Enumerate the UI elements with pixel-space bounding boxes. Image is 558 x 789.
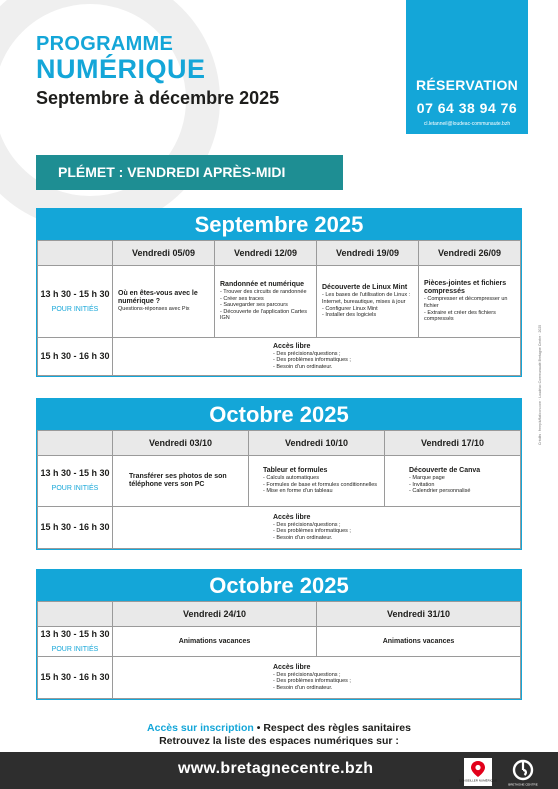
activity-detail: - Créer ses traces	[220, 295, 264, 302]
activity-detail: - Installer des logiciels	[322, 312, 377, 319]
open-access-title: Accès libre	[273, 342, 311, 350]
month-block-september	[36, 208, 522, 377]
reservation-phone[interactable]: 07 64 38 94 76	[416, 100, 518, 116]
activity-detail: - Compresser et décompresser un fichier	[424, 296, 508, 309]
time-slot-1	[38, 456, 113, 507]
reservation-title: RÉSERVATION	[415, 77, 519, 93]
program-title-line1: PROGRAMME	[36, 33, 174, 55]
activity-cell	[249, 456, 385, 507]
activity-detail: - Formules de base et formules conditionnelles	[263, 481, 378, 488]
month-title: Septembre 2025	[37, 209, 521, 240]
day-header: Vendredi 17/10	[385, 431, 521, 456]
open-access-title: Accès libre	[273, 513, 311, 521]
activity-detail: Internet, bureautique, mises à jour	[322, 298, 406, 305]
activity-detail: - Trouver des circuits de randonnée	[220, 289, 307, 296]
activity-title: Où en êtes-vous avec le numérique ?	[118, 290, 198, 306]
level-note: POUR INITIÉS	[51, 305, 99, 313]
day-header: Vendredi 31/10	[317, 602, 521, 627]
table-corner-cell	[38, 241, 113, 266]
day-header: Vendredi 24/10	[113, 602, 317, 627]
footer-line2: Retrouvez la liste des espaces numériques sur :	[159, 735, 399, 747]
logo-caption: BRETAGNE CENTRE	[508, 782, 538, 787]
activity-detail: - Sauvegarder ses parcours	[220, 302, 288, 309]
activity-cell	[419, 266, 521, 338]
program-title-line2: NUMÉRIQUE	[36, 54, 206, 84]
open-access-cell	[113, 507, 521, 549]
open-access-item: - Besoin d'un ordinateur.	[273, 684, 333, 691]
open-access-title: Accès libre	[273, 663, 311, 671]
activity-cell	[385, 456, 521, 507]
time-slot-1	[38, 627, 113, 657]
activity-cell: Animations vacances	[113, 627, 317, 657]
activity-cell: Animations vacances	[317, 627, 521, 657]
side-credit: Crédits : freepik/flaticon.com · Loudéac Communauté Bretagne Centre · 2025	[538, 324, 542, 445]
activity-title: Randonnée et numérique	[220, 281, 305, 289]
open-access-item: - Des problèmes informatiques ;	[273, 678, 351, 685]
table-corner-cell	[38, 431, 113, 456]
website-link[interactable]: www.bretagnecentre.bzh	[178, 760, 374, 777]
activity-detail: - Calendrier personnalisé	[409, 488, 471, 495]
activity-detail: - Découverte de l'application Cartes IGN	[220, 308, 307, 322]
schedule-table	[37, 430, 521, 549]
day-header: Vendredi 03/10	[113, 431, 249, 456]
level-note: POUR INITIÉS	[51, 485, 99, 492]
time-slot-label: 13 h 30 - 15 h 30	[40, 468, 110, 478]
month-block-october-1	[36, 398, 522, 550]
sanitary-rules: • Respect des règles sanitaires	[253, 722, 411, 734]
activity-cell	[215, 266, 317, 338]
schedule-table	[37, 601, 521, 699]
location-banner: PLÉMET : VENDREDI APRÈS-MIDI	[36, 155, 343, 190]
month-block-october-2	[36, 569, 522, 700]
day-header: Vendredi 10/10	[249, 431, 385, 456]
day-header: Vendredi 26/09	[419, 241, 521, 266]
time-slot-2: 15 h 30 - 16 h 30	[38, 338, 113, 376]
time-slot-2: 15 h 30 - 16 h 30	[38, 507, 113, 549]
activity-detail: - Extraire et créer des fichiers compressés	[424, 309, 496, 323]
activity-detail: - Invitation	[409, 481, 435, 488]
open-access-item: - Des précisions/questions ;	[273, 350, 341, 357]
open-access-item: - Besoin d'un ordinateur.	[273, 534, 333, 541]
day-header: Vendredi 12/09	[215, 241, 317, 266]
program-period: Septembre à décembre 2025	[36, 88, 280, 108]
activity-title: Découverte de Linux Mint	[322, 284, 408, 292]
activity-title: Découverte de Canva	[409, 467, 481, 475]
reservation-email[interactable]: cl.letanneil@loudeac-communaute.bzh	[423, 121, 511, 127]
activity-cell	[113, 456, 249, 507]
activity-detail: - Calculs automatiques	[263, 475, 319, 482]
time-slot-label: 13 h 30 - 15 h 30	[40, 628, 110, 639]
program-header	[36, 34, 279, 110]
open-access-item: - Des précisions/questions ;	[273, 671, 341, 678]
table-corner-cell	[38, 602, 113, 627]
conseiller-numerique-logo	[458, 758, 498, 786]
activity-detail: Questions-réponses avec Pix	[118, 306, 190, 313]
month-title: Octobre 2025	[37, 570, 521, 601]
month-title: Octobre 2025	[37, 399, 521, 430]
schedule-table	[37, 240, 521, 376]
time-slot-label: 13 h 30 - 15 h 30	[40, 288, 110, 299]
activity-detail: - Les bases de l'utilisation de Linux :	[322, 292, 411, 299]
bretagne-centre-logo	[508, 757, 538, 787]
day-header: Vendredi 05/09	[113, 241, 215, 266]
open-access-item: - Des problèmes informatiques ;	[273, 528, 351, 535]
open-access-cell	[113, 338, 521, 376]
footer-line1	[0, 722, 558, 735]
website-footer-bar	[0, 752, 558, 789]
open-access-item: - Des précisions/questions ;	[273, 521, 341, 528]
activity-detail: - Marque page	[409, 475, 445, 482]
time-slot-1	[38, 266, 113, 338]
logo-caption: CONSEILLER NUMÉRIQUE	[458, 778, 498, 783]
open-access-item: - Besoin d'un ordinateur.	[273, 363, 333, 370]
level-note: POUR INITIÉS	[51, 645, 99, 653]
activity-title: Tableur et formules	[263, 467, 328, 475]
open-access-cell	[113, 657, 521, 699]
activity-cell	[113, 266, 215, 338]
activity-title: Pièces-jointes et fichiers compressés	[424, 280, 507, 296]
open-access-item: - Des problèmes informatiques ;	[273, 357, 351, 364]
time-slot-2: 15 h 30 - 16 h 30	[38, 657, 113, 699]
day-header: Vendredi 19/09	[317, 241, 419, 266]
registration-link[interactable]: Accès sur inscription	[147, 722, 254, 734]
activity-detail: - Configurer Linux Mint	[322, 305, 378, 312]
activity-detail: - Mise en forme d'un tableau	[263, 488, 333, 495]
activity-cell	[317, 266, 419, 338]
activity-title: Transférer ses photos de son téléphone vers son PC	[129, 473, 227, 488]
footer-note	[0, 722, 558, 748]
reservation-box	[406, 0, 528, 134]
